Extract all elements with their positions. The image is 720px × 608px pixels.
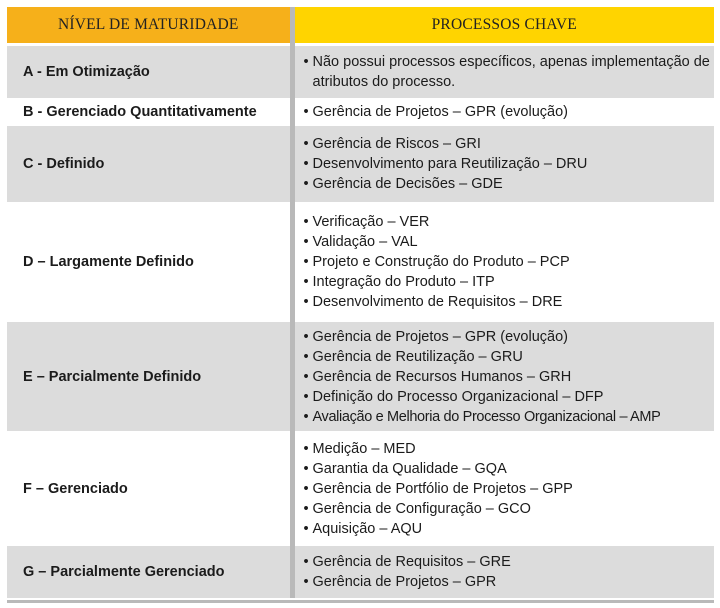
processes-cell (292, 45, 714, 100)
level-cell: F – Gerenciado (7, 433, 292, 545)
process-item: • Avaliação e Melhoria do Processo Organizacional – AMP (304, 407, 715, 427)
table-row (7, 433, 714, 545)
process-item: • Definição do Processo Organizacional – DFP (304, 387, 715, 407)
process-list (304, 134, 715, 194)
table-row (7, 204, 714, 321)
process-list (304, 327, 715, 427)
level-cell: D – Largamente Definido (7, 204, 292, 321)
process-item: • Gerência de Projetos – GPR (evolução) (304, 327, 715, 347)
process-item: • Gerência de Reutilização – GRU (304, 347, 715, 367)
table-row (7, 125, 714, 204)
process-list (304, 552, 715, 592)
table-row (7, 321, 714, 433)
level-cell: E – Parcialmente Definido (7, 321, 292, 433)
process-item: • Gerência de Requisitos – GRE (304, 552, 715, 572)
process-item: • Gerência de Portfólio de Projetos – GPP (304, 479, 715, 499)
process-item: • Verificação – VER (304, 212, 715, 232)
process-item: • Aquisição – AQU (304, 519, 715, 539)
header-maturity-level: NÍVEL DE MATURIDADE (7, 7, 292, 45)
process-list (304, 439, 715, 539)
header-row (7, 7, 714, 45)
process-list (304, 212, 715, 312)
process-item: • Gerência de Projetos – GPR (evolução) (304, 102, 715, 122)
process-list (304, 102, 715, 122)
process-item: • Gerência de Riscos – GRI (304, 134, 715, 154)
level-cell: A - Em Otimização (7, 45, 292, 100)
level-cell: G – Parcialmente Gerenciado (7, 545, 292, 599)
process-item: • Desenvolvimento para Reutilização – DRU (304, 154, 715, 174)
process-item: • Validação – VAL (304, 232, 715, 252)
table-row (7, 545, 714, 599)
process-item: • Integração do Produto – ITP (304, 272, 715, 292)
header-key-processes: PROCESSOS CHAVE (292, 7, 714, 45)
table-bottom-rule (7, 600, 714, 603)
process-item: • Desenvolvimento de Requisitos – DRE (304, 292, 715, 312)
processes-cell (292, 545, 714, 599)
processes-cell (292, 204, 714, 321)
process-item: • Gerência de Projetos – GPR (304, 572, 715, 592)
processes-cell (292, 125, 714, 204)
process-item: • Projeto e Construção do Produto – PCP (304, 252, 715, 272)
process-list (304, 52, 715, 92)
processes-cell (292, 100, 714, 125)
process-item: • Medição – MED (304, 439, 715, 459)
process-item: • Não possui processos específicos, apenas implementação de atributos do processo. (304, 52, 715, 92)
processes-cell (292, 433, 714, 545)
level-cell: C - Definido (7, 125, 292, 204)
processes-cell (292, 321, 714, 433)
process-item: • Gerência de Configuração – GCO (304, 499, 715, 519)
level-cell: B - Gerenciado Quantitativamente (7, 100, 292, 125)
table-row (7, 100, 714, 125)
process-item: • Gerência de Decisões – GDE (304, 174, 715, 194)
process-item: • Garantia da Qualidade – GQA (304, 459, 715, 479)
process-item: • Gerência de Recursos Humanos – GRH (304, 367, 715, 387)
maturity-table (7, 7, 714, 598)
table-row (7, 45, 714, 100)
